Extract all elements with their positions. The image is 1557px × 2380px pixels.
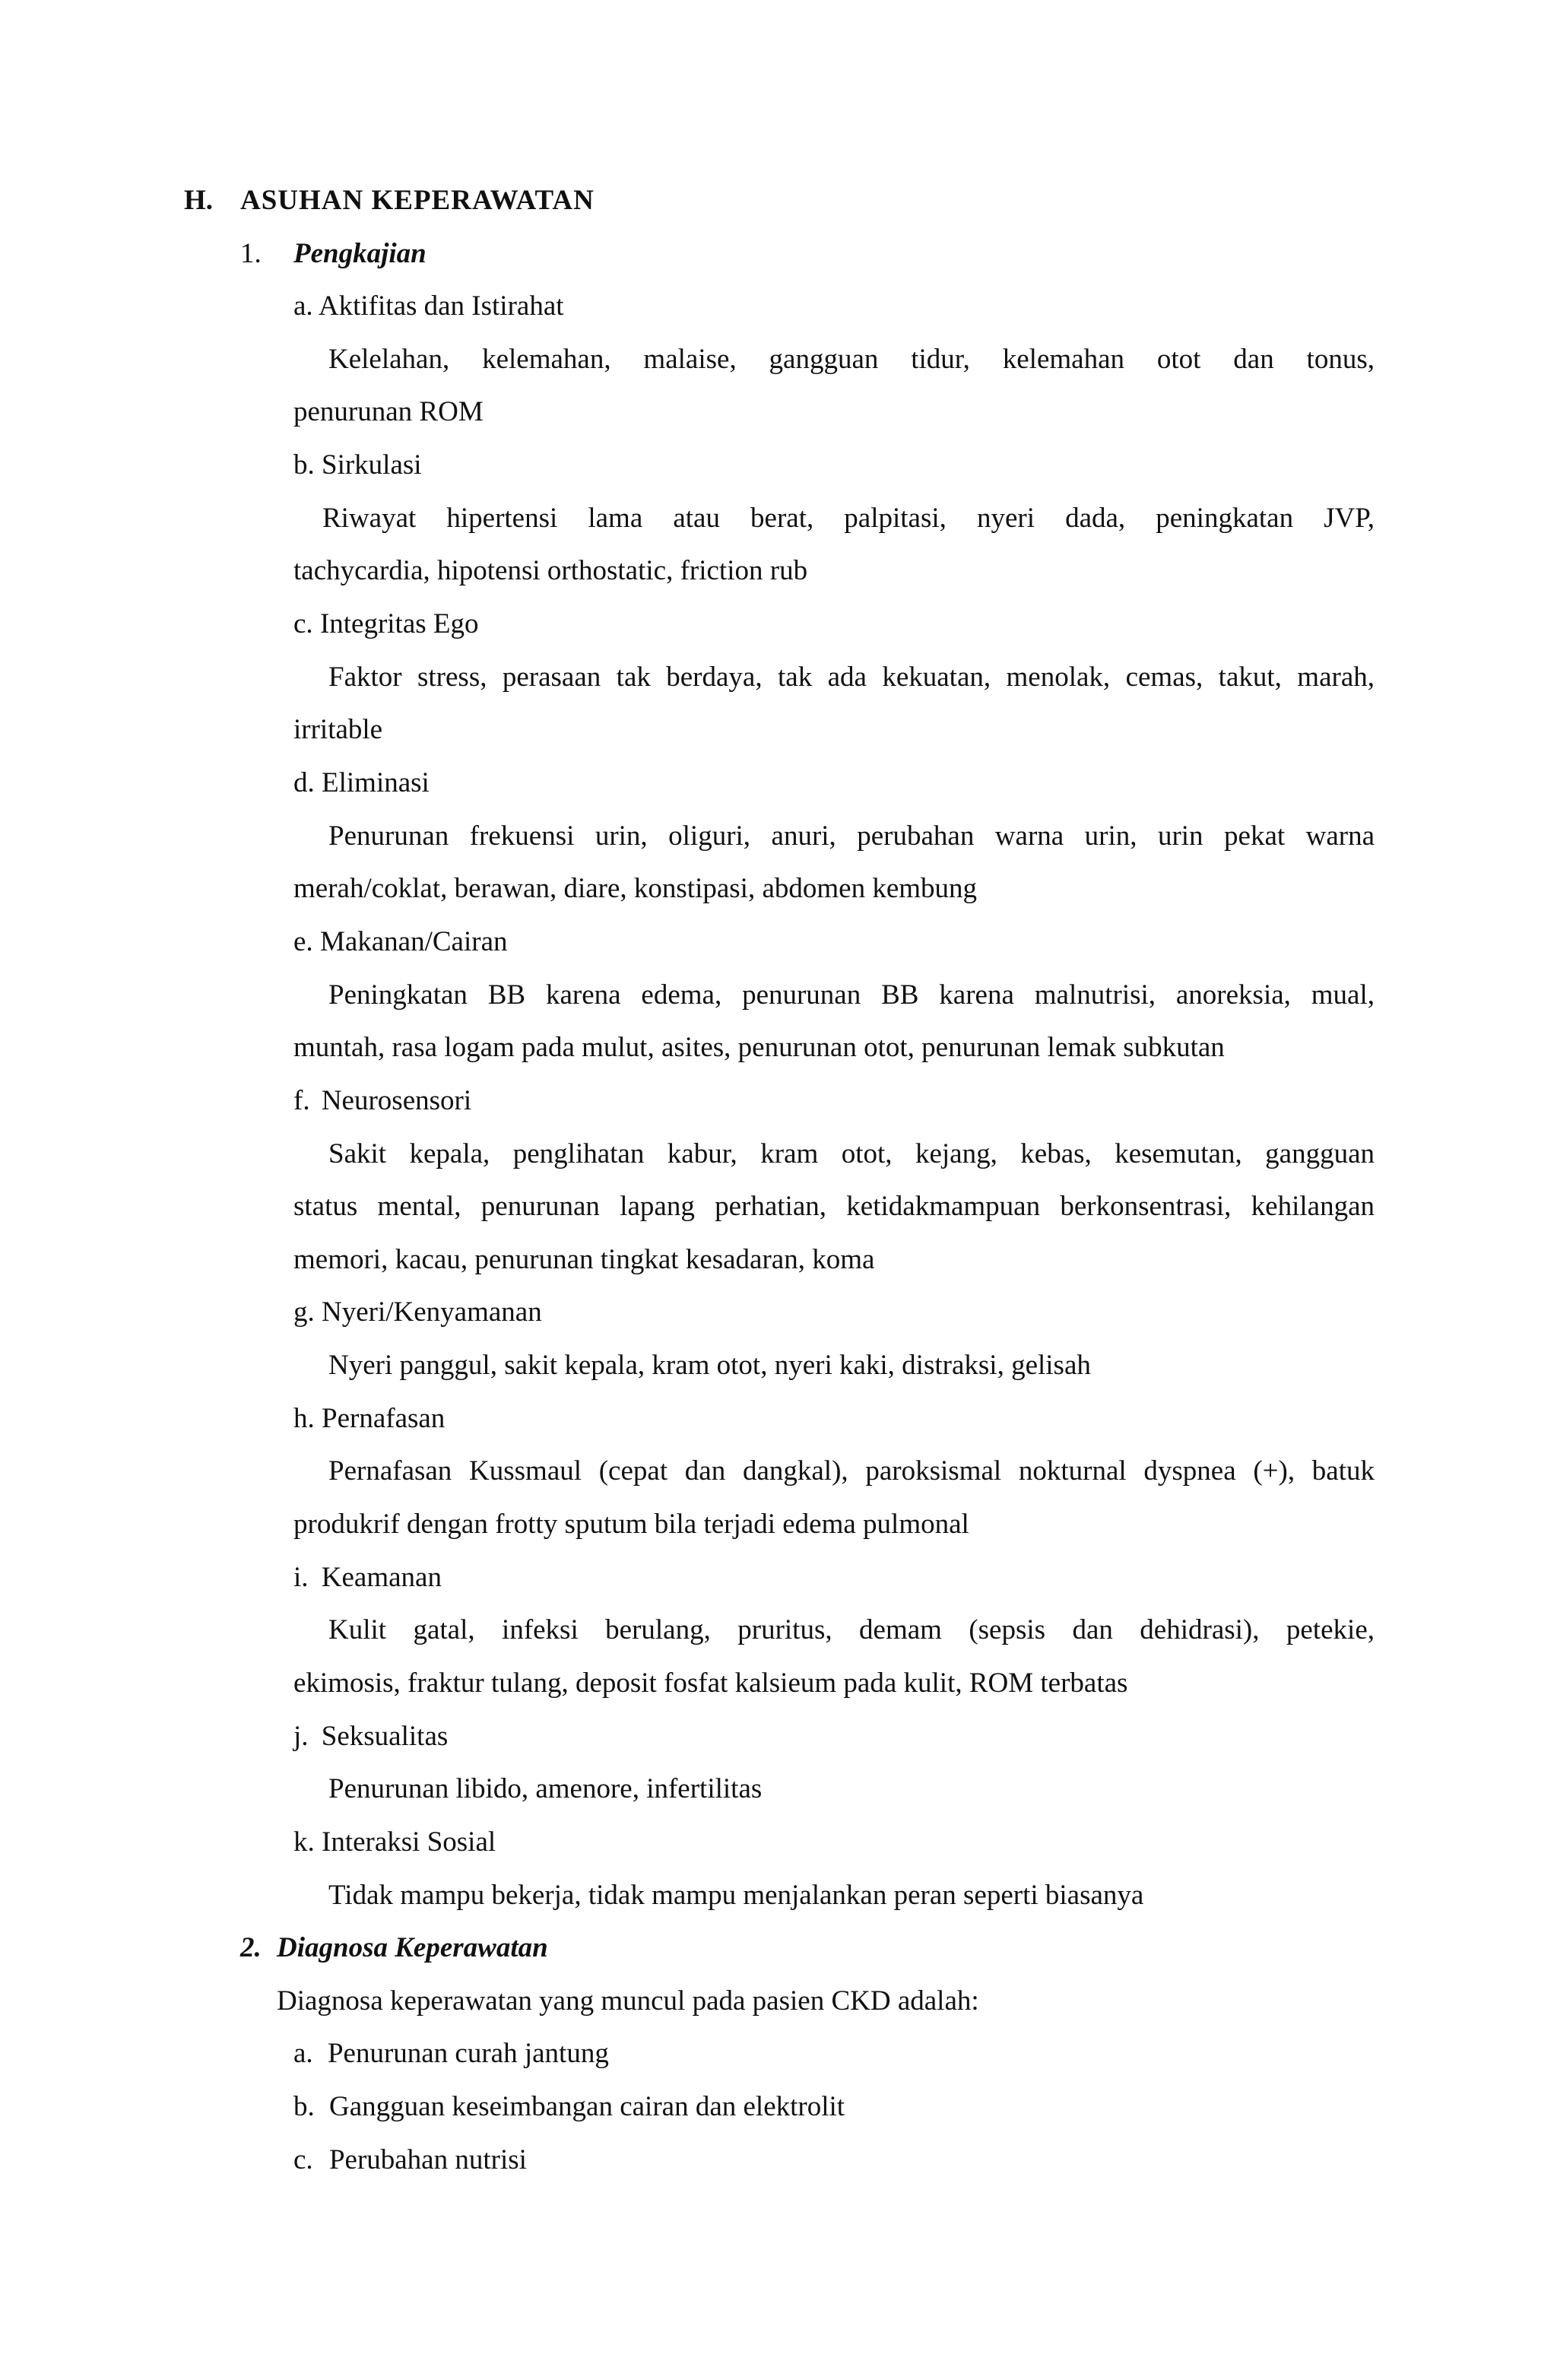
item-heading: Interaksi Sosial xyxy=(322,1826,496,1858)
item-text: Gangguan keseimbangan cairan dan elektrolit xyxy=(329,2091,845,2122)
item-h-line1: Pernafasan Kussmaul (cepat dan dangkal), paroksismal nokturnal dyspnea (+), batuk xyxy=(328,1455,1375,1487)
item-heading: Aktifitas dan Istirahat xyxy=(318,290,564,322)
diagnosa-item-b xyxy=(293,2090,845,2125)
item-letter: a. xyxy=(293,290,313,322)
item-g-heading xyxy=(293,1295,542,1330)
item-i-line2: ekimosis, fraktur tulang, deposit fosfat kalsieum pada kulit, ROM terbatas xyxy=(293,1668,1128,1699)
item-e-heading xyxy=(293,925,508,960)
item-a-line1: Kelelahan, kelemahan, malaise, gangguan tidur, kelemahan otot dan tonus, xyxy=(328,344,1375,375)
item-letter: c. xyxy=(293,608,313,639)
item-a-line2: penurunan ROM xyxy=(293,396,484,427)
pengkajian-number: 1. xyxy=(240,238,262,269)
item-heading: Eliminasi xyxy=(322,767,430,798)
item-letter: g. xyxy=(293,1296,315,1328)
item-letter: b. xyxy=(293,2091,315,2122)
item-j-heading xyxy=(293,1719,448,1754)
item-heading: Integritas Ego xyxy=(319,608,479,639)
item-g-line1: Nyeri panggul, sakit kepala, kram otot, nyeri kaki, distraksi, gelisah xyxy=(328,1350,1091,1381)
diagnosa-item-c xyxy=(293,2143,527,2178)
item-heading: Pernafasan xyxy=(322,1403,446,1434)
item-f-line3: memori, kacau, penurunan tingkat kesadaran, koma xyxy=(293,1244,875,1275)
item-letter: b. xyxy=(293,449,315,481)
diagnosa-item-a xyxy=(293,2036,609,2071)
diagnosa-number: 2. xyxy=(240,1932,262,1963)
item-heading: Keamanan xyxy=(321,1562,442,1593)
item-f-heading xyxy=(293,1084,471,1119)
item-letter: e. xyxy=(293,926,313,957)
item-e-line1: Peningkatan BB karena edema, penurunan BB karena malnutrisi, anoreksia, mual, xyxy=(328,979,1375,1011)
item-i-line1: Kulit gatal, infeksi berulang, pruritus, demam (sepsis dan dehidrasi), petekie, xyxy=(328,1614,1375,1645)
pengkajian-title: Pengkajian xyxy=(293,238,427,269)
item-heading: Makanan/Cairan xyxy=(319,926,508,957)
item-letter: c. xyxy=(293,2144,313,2175)
section-title: ASUHAN KEPERAWATAN xyxy=(240,185,595,216)
diagnosa-intro: Diagnosa keperawatan yang muncul pada pasien CKD adalah: xyxy=(277,1985,979,2017)
item-letter: d. xyxy=(293,767,315,798)
item-letter: j. xyxy=(293,1721,309,1752)
item-a-heading xyxy=(293,289,564,324)
item-h-heading xyxy=(293,1401,445,1436)
diagnosa-title: Diagnosa Keperawatan xyxy=(277,1932,548,1963)
item-letter: k. xyxy=(293,1826,315,1858)
item-letter: a. xyxy=(293,2038,313,2069)
item-e-line2: muntah, rasa logam pada mulut, asites, penurunan otot, penurunan lemak subkutan xyxy=(293,1032,1225,1063)
item-f-line1: Sakit kepala, penglihatan kabur, kram otot, kejang, kebas, kesemutan, gangguan xyxy=(328,1138,1375,1169)
item-b-heading xyxy=(293,448,422,483)
item-h-line2: produkrif dengan frotty sputum bila terjadi edema pulmonal xyxy=(293,1509,969,1540)
item-heading: Neurosensori xyxy=(321,1085,472,1116)
item-text: Perubahan nutrisi xyxy=(328,2144,527,2175)
item-heading: Sirkulasi xyxy=(322,449,422,481)
item-j-line1: Penurunan libido, amenore, infertilitas xyxy=(328,1773,763,1804)
section-letter: H. xyxy=(184,185,214,216)
item-k-line1: Tidak mampu bekerja, tidak mampu menjalankan peran seperti biasanya xyxy=(328,1880,1144,1911)
item-i-heading xyxy=(293,1560,442,1595)
item-letter: h. xyxy=(293,1403,315,1434)
item-c-heading xyxy=(293,607,479,642)
item-b-line2: tachycardia, hipotensi orthostatic, friction rub xyxy=(293,555,808,586)
item-heading: Nyeri/Kenyamanan xyxy=(322,1296,542,1328)
item-d-heading xyxy=(293,766,430,801)
item-c-line1: Faktor stress, perasaan tak berdaya, tak ada kekuatan, menolak, cemas, takut, marah, xyxy=(328,662,1375,693)
item-letter: i. xyxy=(293,1562,309,1593)
item-letter: f. xyxy=(293,1085,310,1116)
item-d-line2: merah/coklat, berawan, diare, konstipasi, abdomen kembung xyxy=(293,873,978,904)
item-b-line1: Riwayat hipertensi lama atau berat, palpitasi, nyeri dada, peningkatan JVP, xyxy=(322,503,1375,534)
item-d-line1: Penurunan frekuensi urin, oliguri, anuri, perubahan warna urin, urin pekat warna xyxy=(328,820,1375,852)
item-heading: Seksualitas xyxy=(321,1721,449,1752)
item-text: Penurunan curah jantung xyxy=(327,2038,609,2069)
item-c-line2: irritable xyxy=(293,714,383,745)
item-k-heading xyxy=(293,1825,496,1860)
item-f-line2: status mental, penurunan lapang perhatian, ketidakmampuan berkonsentrasi, kehilangan xyxy=(293,1191,1375,1222)
